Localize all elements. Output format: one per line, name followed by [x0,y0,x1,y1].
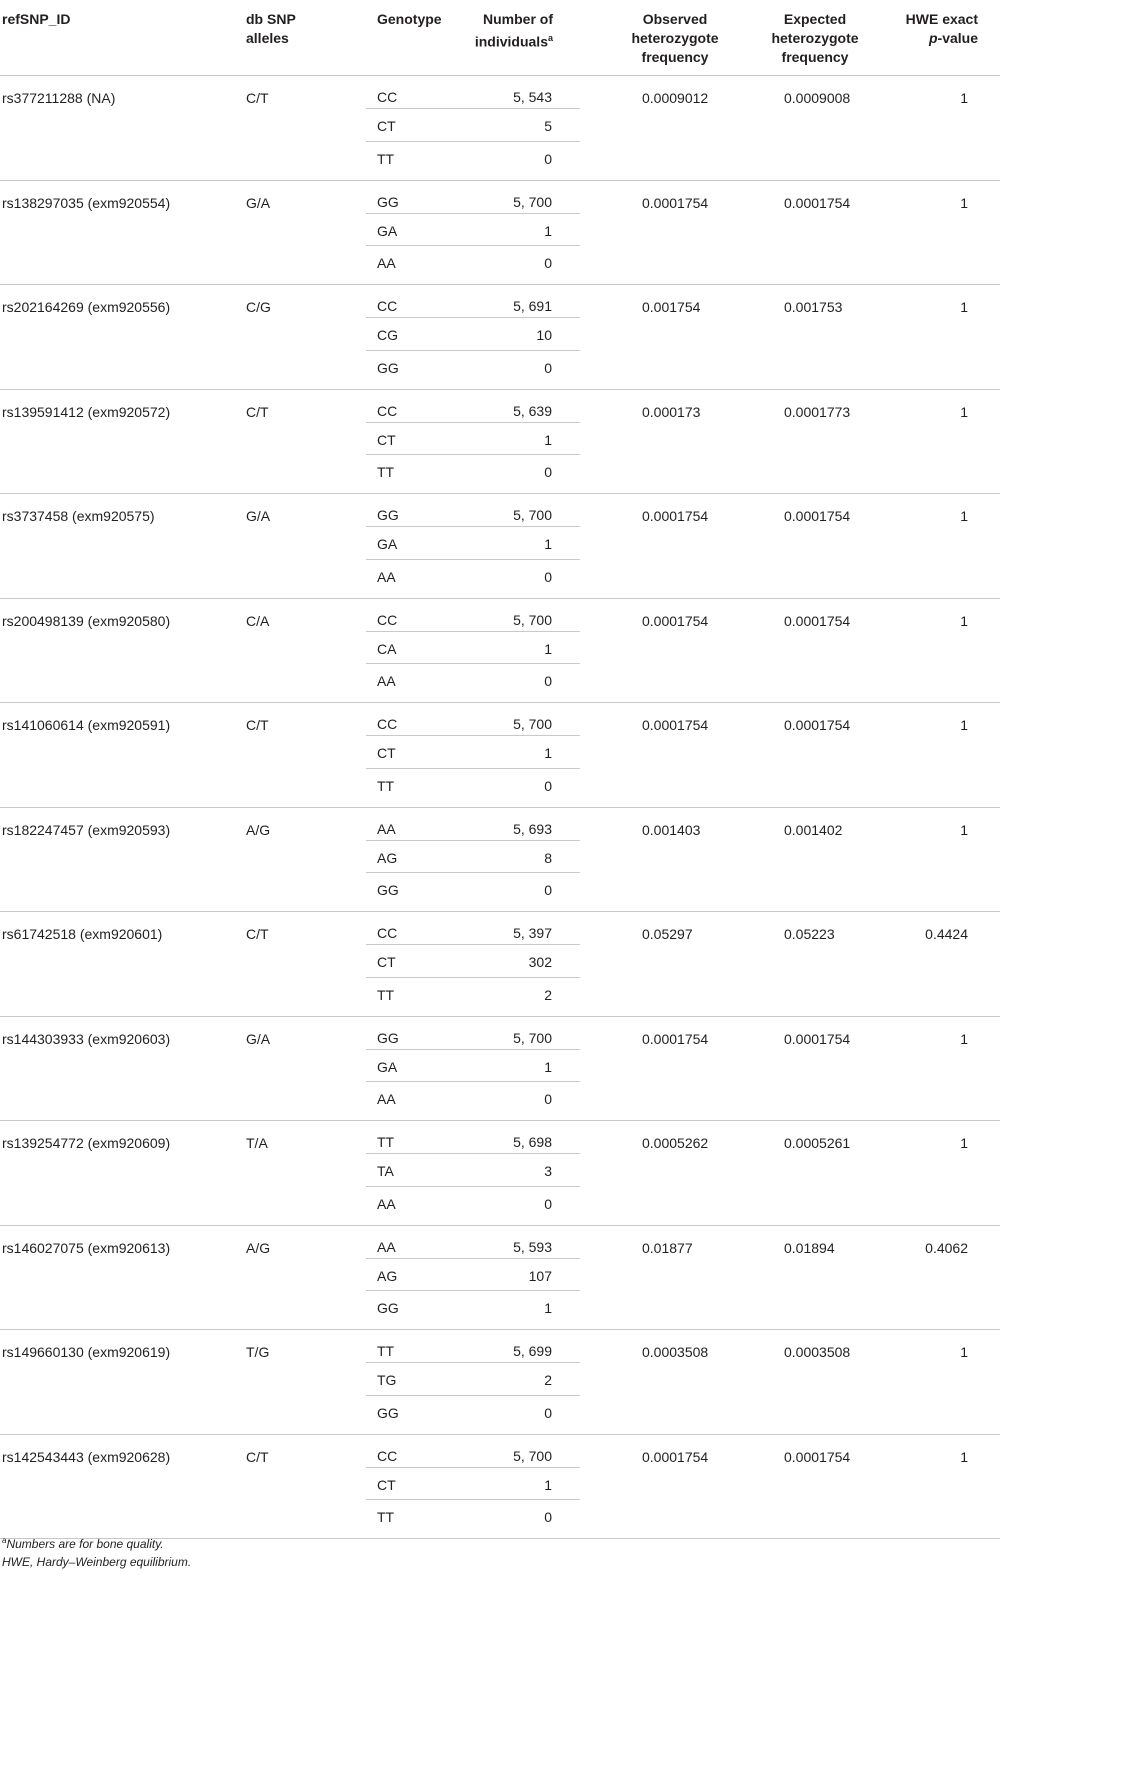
observed-frequency-cell: 0.000173 [642,403,701,420]
header-expected [752,10,878,67]
genotype-subrow [366,1330,580,1362]
hwe-p-value-cell: 0.4424 [925,926,968,942]
genotype-cell: GG [377,882,399,899]
genotype-subrow [366,1258,580,1291]
refsnp-id-cell: rs182247457 (exm920593) [2,821,171,838]
genotype-cell: CC [377,611,398,628]
individuals-count-cell: 0 [544,568,552,585]
genotype-subrow [366,526,580,559]
genotype-cell: GG [377,507,399,523]
expected-frequency-cell: 0.0001773 [784,403,851,420]
hwe-p-value-cell: 1 [960,508,968,524]
observed-frequency-cell: 0.0009012 [642,90,709,106]
refsnp-id-cell: rs144303933 (exm920603) [2,1030,171,1047]
genotype-subrow [366,735,580,768]
footnote-a-text: Numbers are for bone quality. [6,1537,164,1551]
individuals-count-cell: 5, 639 [513,402,552,419]
genotype-cell: TT [377,777,395,794]
hwe-p-value-cell: 1 [960,1030,968,1047]
genotype-subrow [366,317,580,350]
genotype-subrow [366,559,580,592]
individuals-count-cell: 5, 700 [513,193,552,210]
header-number-footnote-mark: a [547,33,553,43]
genotype-cell: CC [377,716,398,732]
footnotes [2,1532,191,1571]
observed-frequency-cell: 0.0005262 [642,1135,709,1151]
individuals-count-cell: 0 [544,1195,552,1212]
genotype-subrow [366,422,580,455]
observed-frequency-cell: 0.0003508 [642,1344,709,1360]
genotype-cell: CT [377,118,396,135]
hwe-p-value-cell: 1 [960,299,968,315]
genotype-subrow [366,1362,580,1395]
genotype-cell: CC [377,298,398,314]
alleles-cell: C/T [246,926,269,942]
genotype-subrow [366,1049,580,1082]
header-expected-line2: heterozygote [771,30,859,46]
individuals-count-cell: 0 [544,1404,552,1421]
header-expected-line3: frequency [781,49,849,65]
alleles-cell: G/A [246,508,271,524]
genotype-subrow [366,213,580,246]
individuals-count-cell: 0 [544,150,552,167]
header-observed [612,10,738,67]
genotype-cell: CC [377,89,398,105]
refsnp-id-cell: rs142543443 (exm920628) [2,1448,171,1465]
genotype-cell: TT [377,464,395,481]
hwe-p-value-cell: 1 [960,90,968,106]
alleles-cell: C/T [246,403,269,420]
genotype-cell: GA [377,1058,398,1075]
observed-frequency-cell: 0.0001754 [642,194,709,211]
refsnp-id-cell: rs139591412 (exm920572) [2,403,171,420]
expected-frequency-cell: 0.0009008 [784,90,851,106]
observed-frequency-cell: 0.0001754 [642,1030,709,1047]
alleles-cell: C/T [246,90,269,106]
hwe-p-value-cell: 1 [960,717,968,733]
expected-frequency-cell: 0.0001754 [784,508,851,524]
header-expected-line1: Expected [783,11,847,27]
individuals-count-cell: 5, 699 [513,1343,552,1359]
individuals-count-cell: 0 [544,1509,552,1526]
genotype-subrow [366,1395,580,1428]
individuals-count-cell: 5, 700 [513,507,552,523]
genotype-subrow [366,912,580,944]
individuals-count-cell: 1 [544,536,552,553]
genotype-cell: AA [377,1238,396,1255]
alleles-cell: A/G [246,1239,271,1256]
alleles-cell: T/G [246,1344,270,1360]
genotype-cell: AA [377,568,396,585]
genotype-subrow [366,1290,580,1323]
genotype-cell: AG [377,1267,398,1284]
refsnp-id-cell: rs138297035 (exm920554) [2,194,171,211]
genotype-subrow [366,631,580,664]
individuals-count-cell: 5, 693 [513,820,552,837]
table-header [0,0,1000,76]
genotype-subrow [366,768,580,801]
alleles-cell: C/G [246,299,271,315]
expected-frequency-cell: 0.05223 [784,926,835,942]
refsnp-id-cell: rs146027075 (exm920613) [2,1239,171,1256]
table-row [0,285,1000,390]
individuals-count-cell: 10 [536,327,552,344]
expected-frequency-cell: 0.0001754 [784,612,851,629]
header-observed-line1: Observed [642,11,708,27]
individuals-count-cell: 0 [544,464,552,481]
genotype-subrow [366,76,580,108]
refsnp-id-cell: rs141060614 (exm920591) [2,717,171,733]
individuals-count-cell: 0 [544,255,552,272]
genotype-cell: TT [377,1134,395,1150]
genotype-subrow [366,141,580,174]
footnote-hwe: HWE, Hardy–Weinberg equilibrium. [2,1555,192,1569]
header-alleles-line2: alleles [246,30,289,46]
individuals-count-cell: 1 [544,1476,552,1493]
genotype-subrow [366,599,580,631]
individuals-count-cell: 3 [544,1163,552,1180]
refsnp-id-cell: rs200498139 (exm920580) [2,612,171,629]
genotype-subrow [366,390,580,422]
genotype-cell: GG [377,193,399,210]
header-genotype-label: Genotype [377,11,442,27]
expected-frequency-cell: 0.0001754 [784,1030,851,1047]
genotype-subrow [366,1017,580,1049]
table-body [0,76,1000,1539]
individuals-count-cell: 0 [544,882,552,899]
header-alleles [246,10,296,48]
footnote-a-mark: a [2,1536,7,1545]
individuals-count-cell: 1 [544,745,552,762]
hwe-p-value-cell: 1 [960,1448,968,1465]
expected-frequency-cell: 0.0001754 [784,194,851,211]
genotype-cell: CA [377,640,397,657]
observed-frequency-cell: 0.0001754 [642,612,709,629]
hwe-p-value-cell: 0.4062 [925,1239,968,1256]
alleles-cell: C/T [246,717,269,733]
observed-frequency-cell: 0.0001754 [642,717,709,733]
genotype-cell: CC [377,1447,398,1464]
table-row [0,390,1000,495]
individuals-count-cell: 5, 698 [513,1134,552,1150]
alleles-cell: C/A [246,612,270,629]
genotype-subrow [366,1081,580,1114]
genotype-cell: CT [377,1476,396,1493]
genotype-cell: GA [377,536,398,553]
genotype-cell: CT [377,954,396,971]
header-genotype [377,10,442,29]
refsnp-id-cell: rs61742518 (exm920601) [2,926,163,942]
refsnp-id-cell: rs3737458 (exm920575) [2,508,155,524]
individuals-count-cell: 1 [544,222,552,239]
header-hwe-line2: -value [937,30,978,46]
table-row [0,703,1000,808]
individuals-count-cell: 1 [544,1300,552,1317]
hwe-p-value-cell: 1 [960,821,968,838]
expected-frequency-cell: 0.0001754 [784,717,851,733]
genotype-subrow [366,285,580,317]
hwe-p-value-cell: 1 [960,612,968,629]
individuals-count-cell: 5, 700 [513,1029,552,1046]
observed-frequency-cell: 0.05297 [642,926,693,942]
expected-frequency-cell: 0.0003508 [784,1344,851,1360]
expected-frequency-cell: 0.001753 [784,299,843,315]
genotype-subrow [366,181,580,213]
individuals-count-cell: 0 [544,777,552,794]
footnote-a [2,1532,191,1553]
observed-frequency-cell: 0.0001754 [642,508,709,524]
genotype-cell: CC [377,925,398,941]
header-observed-line3: frequency [641,49,709,65]
genotype-subrow [366,454,580,487]
header-hwe-line1: HWE exact [905,11,978,27]
genotype-subrow [366,808,580,840]
table-row [0,76,1000,181]
genotype-cell: CT [377,431,396,448]
alleles-cell: T/A [246,1135,268,1151]
hwe-p-value-cell: 1 [960,1344,968,1360]
genotype-cell: TT [377,986,395,1003]
genotype-subrow [366,1121,580,1153]
genotype-cell: CG [377,327,398,344]
table-row [0,1226,1000,1331]
header-observed-line2: heterozygote [631,30,719,46]
genotype-subrow [366,1435,580,1467]
genotype-cell: AA [377,255,396,272]
genotype-cell: AG [377,849,398,866]
genotype-subrow [366,977,580,1010]
genotype-cell: TT [377,1343,395,1359]
genotype-cell: CT [377,745,396,762]
table-row [0,912,1000,1017]
individuals-count-cell: 1 [544,640,552,657]
expected-frequency-cell: 0.0001754 [784,1448,851,1465]
observed-frequency-cell: 0.0001754 [642,1448,709,1465]
individuals-count-cell: 5, 700 [513,716,552,732]
genotype-cell: GA [377,222,398,239]
genotype-cell: TG [377,1372,397,1389]
header-hwe [878,10,978,48]
genotype-subrow [366,1226,580,1258]
genotype-cell: TT [377,150,395,167]
genotype-subrow [366,108,580,141]
individuals-count-cell: 2 [544,986,552,1003]
genotype-subrow [366,1499,580,1532]
individuals-count-cell: 5, 700 [513,1447,552,1464]
expected-frequency-cell: 0.01894 [784,1239,835,1256]
individuals-count-cell: 0 [544,673,552,690]
header-number [433,10,553,52]
alleles-cell: C/T [246,1448,269,1465]
table-row [0,1330,1000,1435]
table-row [0,599,1000,704]
alleles-cell: G/A [246,1030,271,1047]
genotype-cell: AA [377,820,396,837]
individuals-count-cell: 107 [528,1267,552,1284]
genotype-subrow [366,703,580,735]
header-number-line2: individuals [474,33,548,50]
observed-frequency-cell: 0.001403 [642,821,701,838]
genotype-cell: GG [377,1029,399,1046]
genotype-cell: TA [377,1163,394,1180]
genotype-subrow [366,840,580,873]
expected-frequency-cell: 0.001402 [784,821,843,838]
genotype-subrow [366,1153,580,1186]
refsnp-id-cell: rs149660130 (exm920619) [2,1344,171,1360]
genotype-subrow [366,350,580,383]
refsnp-id-cell: rs377211288 (NA) [2,90,116,106]
individuals-count-cell: 5 [544,118,552,135]
table-row [0,808,1000,913]
genotype-subrow [366,1467,580,1500]
observed-frequency-cell: 0.01877 [642,1239,693,1256]
individuals-count-cell: 5, 543 [513,89,552,105]
table-row [0,181,1000,286]
table-row [0,1017,1000,1122]
table-row [0,494,1000,599]
genotype-cell: TT [377,1509,395,1526]
genotype-subrow [366,494,580,526]
table-row [0,1121,1000,1226]
genotype-cell: GG [377,359,399,376]
header-refsnp-label: refSNP_ID [2,11,71,27]
genotype-cell: GG [377,1404,399,1421]
individuals-count-cell: 0 [544,1091,552,1108]
hwe-p-value-cell: 1 [960,194,968,211]
genotype-cell: AA [377,673,396,690]
genotype-cell: AA [377,1195,396,1212]
observed-frequency-cell: 0.001754 [642,299,701,315]
expected-frequency-cell: 0.0005261 [784,1135,851,1151]
hwe-p-value-cell: 1 [960,1135,968,1151]
individuals-count-cell: 5, 593 [513,1238,552,1255]
genotype-cell: CC [377,402,398,419]
genotype-subrow [366,944,580,977]
individuals-count-cell: 1 [544,431,552,448]
genotype-subrow [366,245,580,278]
header-number-line1: Number of [483,11,553,27]
genotype-cell: GG [377,1300,399,1317]
individuals-count-cell: 0 [544,359,552,376]
individuals-count-cell: 302 [528,954,552,971]
genotype-subrow [366,663,580,696]
header-alleles-line1: db SNP [246,11,296,27]
table-row [0,1435,1000,1540]
header-hwe-p: p [928,30,938,46]
genotype-cell: AA [377,1091,396,1108]
alleles-cell: A/G [246,821,271,838]
individuals-count-cell: 5, 691 [513,298,552,314]
refsnp-id-cell: rs202164269 (exm920556) [2,299,171,315]
individuals-count-cell: 2 [544,1372,552,1389]
refsnp-id-cell: rs139254772 (exm920609) [2,1135,171,1151]
header-refsnp-id [2,10,70,29]
genotype-subrow [366,872,580,905]
individuals-count-cell: 8 [544,849,552,866]
individuals-count-cell: 5, 397 [513,925,552,941]
individuals-count-cell: 1 [544,1058,552,1075]
hwe-p-value-cell: 1 [960,403,968,420]
alleles-cell: G/A [246,194,271,211]
genotype-subrow [366,1186,580,1219]
individuals-count-cell: 5, 700 [513,611,552,628]
